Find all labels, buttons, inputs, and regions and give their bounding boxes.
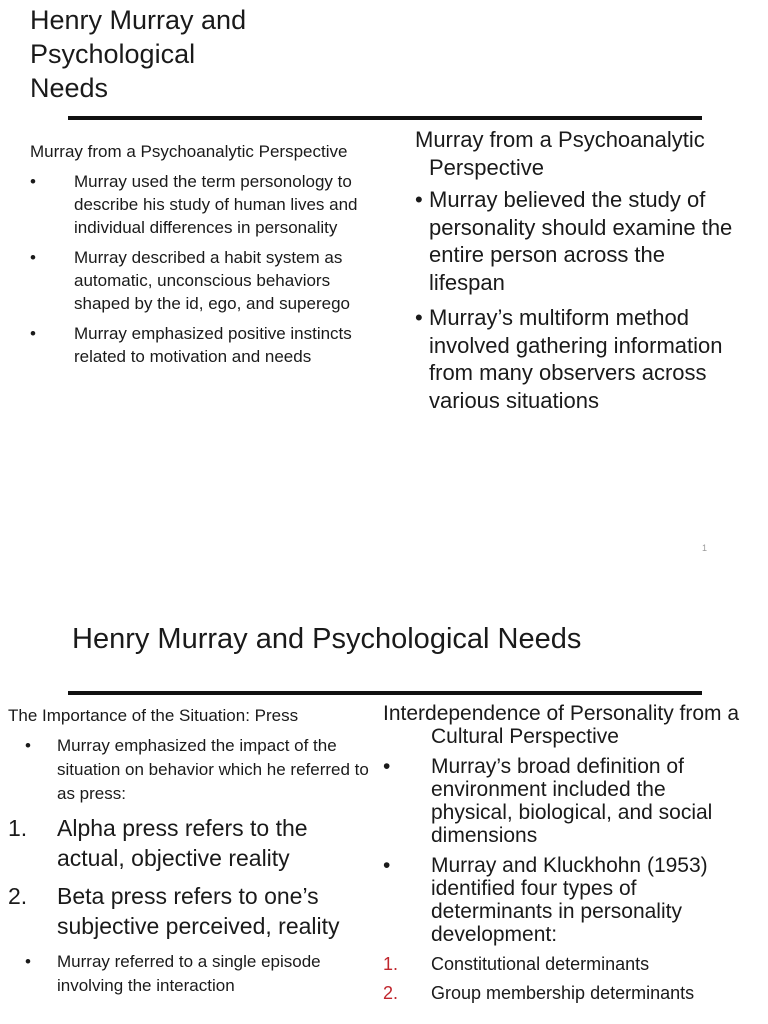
list-item-text: Murray’s multiform method involved gathering information from many observers across various situations	[429, 305, 723, 413]
numbered-item-text: Constitutional determinants	[431, 954, 650, 974]
slide2-right-column	[383, 702, 753, 1011]
slide1-right-heading: Murray from a Psychoanalytic Perspective	[415, 127, 705, 180]
slide1-title	[30, 3, 246, 105]
bullet-icon: •	[25, 952, 31, 971]
list-item	[8, 950, 370, 998]
list-item	[415, 186, 745, 296]
list-item-text: Murray described a habit system as automatic, unconscious behaviors shaped by the id, ego, and superego	[74, 248, 350, 313]
list-item-text: Murray used the term personology to describe his study of human lives and individual differences in personality	[74, 172, 358, 237]
numbered-item-text: Group membership determinants	[431, 983, 695, 1003]
bullet-icon: •	[30, 324, 36, 343]
bullet-icon: •	[30, 248, 36, 267]
bullet-icon: •	[383, 854, 391, 877]
numbered-item-text: Beta press refers to one’s subjective perceived, reality	[57, 883, 340, 939]
item-number: 1.	[383, 954, 399, 974]
slide1-left-column	[30, 140, 375, 375]
slide2-title-rule	[68, 691, 702, 695]
item-number: 2.	[383, 983, 399, 1003]
numbered-item	[8, 882, 370, 941]
list-item-text: Murray emphasized positive instincts related to motivation and needs	[74, 324, 352, 366]
bullet-icon: •	[415, 187, 423, 212]
numbered-item	[383, 953, 753, 975]
bullet-icon: •	[30, 172, 36, 191]
slide1-title-line: Henry Murray and	[30, 5, 247, 35]
slide2-title: Henry Murray and Psychological Needs	[72, 623, 582, 655]
bullet-icon: •	[383, 755, 391, 778]
slide2-left-column	[8, 705, 370, 1006]
page-number: 1	[702, 543, 708, 553]
list-item-text: Murray believed the study of personality should examine the entire person across the lifespan	[429, 187, 733, 295]
list-item-text: Murray’s broad definition of environment included the physical, biological, and social dimensions	[431, 755, 713, 847]
slide1-left-heading: Murray from a Psychoanalytic Perspective	[30, 142, 348, 161]
slide1-title-line: Psychological	[30, 39, 196, 69]
bullet-icon: •	[415, 305, 423, 330]
list-item	[30, 322, 375, 368]
slide1-left-bullet-list	[30, 170, 375, 368]
list-item	[8, 734, 370, 806]
list-item	[415, 304, 745, 414]
numbered-item	[8, 814, 370, 873]
item-number: 1.	[8, 815, 28, 841]
bullet-icon: •	[25, 736, 31, 755]
slide2-left-heading: The Importance of the Situation: Press	[8, 706, 299, 725]
list-item-text: Murray emphasized the impact of the situation on behavior which he referred to as press:	[57, 736, 369, 803]
list-item	[383, 755, 753, 847]
list-item	[30, 246, 375, 315]
slide2-right-heading: Interdependence of Personality from a Cultural Perspective	[383, 702, 740, 748]
slide1-right-column	[415, 126, 745, 422]
numbered-item	[383, 982, 753, 1004]
slide1-title-line: Needs	[30, 73, 109, 103]
slide1-right-bullet-list	[415, 186, 745, 414]
list-item	[30, 170, 375, 239]
list-item	[383, 854, 753, 946]
list-item-text: Murray referred to a single episode involving the interaction	[57, 952, 321, 995]
numbered-item-text: Alpha press refers to the actual, objective reality	[57, 815, 308, 871]
slide1-title-rule	[68, 116, 702, 120]
list-item-text: Murray and Kluckhohn (1953) identified four types of determinants in personality development:	[431, 854, 708, 946]
item-number: 2.	[8, 883, 28, 909]
